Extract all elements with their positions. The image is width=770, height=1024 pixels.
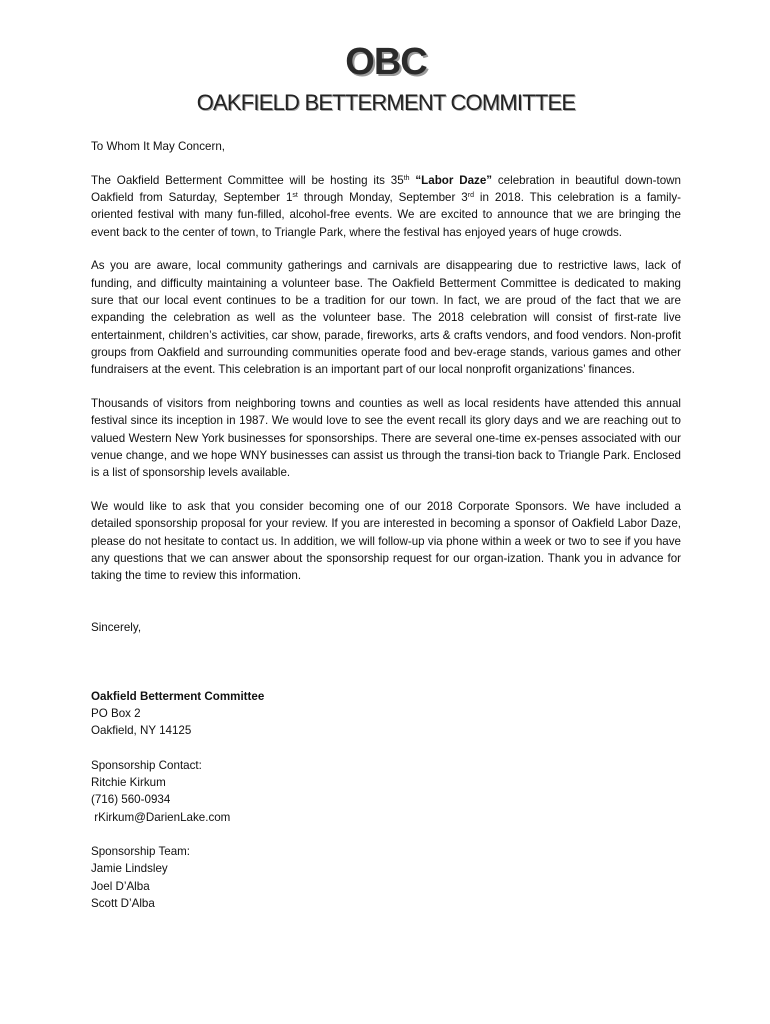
contact-block bbox=[91, 757, 681, 826]
letter-body bbox=[91, 138, 681, 912]
event-name: “Labor Daze” bbox=[415, 173, 493, 187]
paragraph-2: As you are aware, local community gatherings and carnivals are disappearing due to restrictive laws, lack of funding, and difficulty maintaining a volunteer base. The Oakfield Betterment Committee is dedicated to making sure that our local event continues to be a tradition for our town. In fact, we are proud of the fact that we are expanding the celebration as well as the volunteer base. The 2018 celebration will consist of first-rate live entertainment, children’s activities, car show, parade, fireworks, arts & crafts vendors, and food vendors. Non-profit groups from Oakfield and surrounding communities operate food and bev-erage stands, various games and other fundraisers at the event. This celebration is an important part of our local nonprofit organizations’ finances. bbox=[91, 259, 681, 377]
signature-po-box: PO Box 2 bbox=[91, 707, 141, 721]
paragraph-4: We would like to ask that you consider becoming one of our 2018 Corporate Sponsors. We have included a detailed sponsorship proposal for your review. If you are interested in becoming a sponsor of Oakfield Labor Daze, please do not hesitate to contact us. In addition, we will follow-up via phone within a week or two to see if you have any questions that we can answer about the sponsorship request for our organ-ization. Thank you in advance for taking the time to review this information. bbox=[91, 500, 681, 583]
signature-org: Oakfield Betterment Committee bbox=[91, 689, 265, 703]
contact-email[interactable]: rKirkum@DarienLake.com bbox=[91, 810, 231, 824]
contact-name: Ritchie Kirkum bbox=[91, 776, 166, 790]
team-member: Joel D’Alba bbox=[91, 879, 150, 893]
closing: Sincerely, bbox=[91, 621, 142, 635]
contact-phone: (716) 560-0934 bbox=[91, 793, 171, 807]
signature-block bbox=[91, 688, 681, 740]
team-heading: Sponsorship Team: bbox=[91, 844, 191, 858]
team-member: Jamie Lindsley bbox=[91, 862, 168, 876]
obc-logo: OBC bbox=[345, 41, 427, 83]
team-block bbox=[91, 843, 681, 912]
paragraph-3: Thousands of visitors from neighboring towns and counties as well as local residents have attended this annual festival since its inception in 1987. We would love to see the event recall its glory days and we are reaching out to valued Western New York businesses for sponsorships. There are several one-time ex-penses associated with our venue change, and we hope WNY businesses can assist us through the transi-tion back to Triangle Park. Enclosed is a list of sponsorship levels available. bbox=[91, 397, 681, 480]
salutation: To Whom It May Concern, bbox=[91, 140, 226, 153]
team-member: Scott D’Alba bbox=[91, 896, 155, 910]
letter-page bbox=[91, 0, 681, 912]
paragraph-1: The Oakfield Betterment Committee will be hosting its 35th “Labor Daze” celebration in beautiful down-town Oakfield from Saturday, September 1st through Monday, September 3rd in 2018. This celebration is a family-oriented festival with many fun-filled, alcohol-free events. We are excited to announce that we are bringing the event back to the center of town, to Triangle Park, where the festival has enjoyed years of huge crowds. bbox=[91, 173, 681, 239]
contact-heading: Sponsorship Contact: bbox=[91, 758, 202, 772]
org-name-heading: OAKFIELD BETTERMENT COMMITTEE bbox=[196, 90, 576, 115]
signature-city: Oakfield, NY 14125 bbox=[91, 724, 192, 738]
